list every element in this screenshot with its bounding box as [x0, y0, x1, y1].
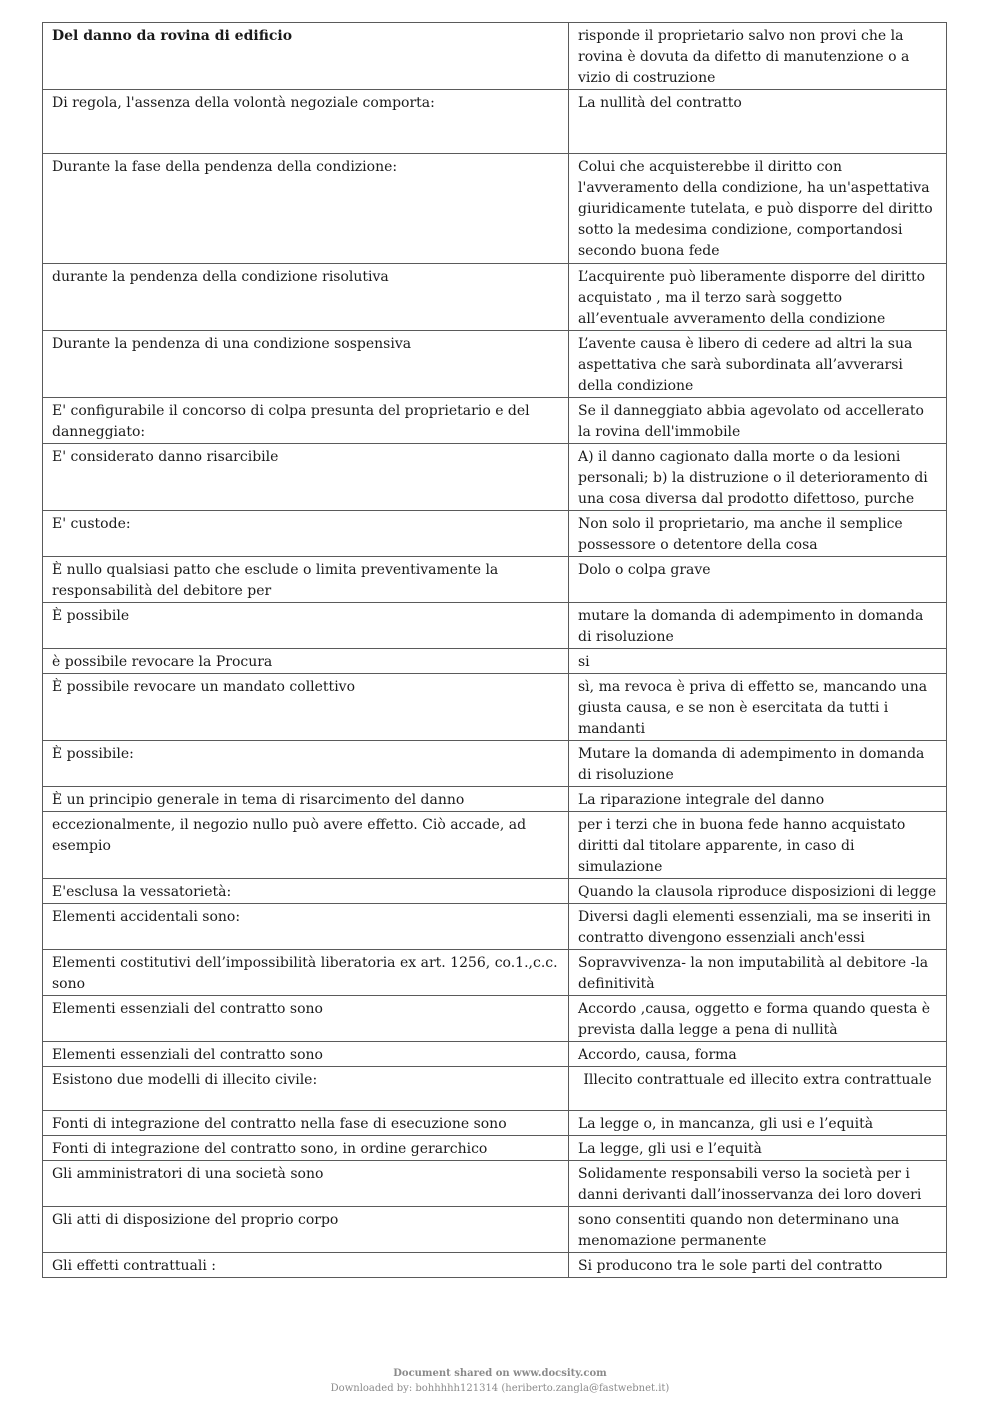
- answer-cell: Si producono tra le sole parti del contratto: [569, 1253, 947, 1278]
- question-cell: Gli effetti contrattuali :: [43, 1253, 569, 1278]
- table-row: [43, 904, 947, 950]
- table-row: [43, 649, 947, 674]
- table-row: [43, 1207, 947, 1253]
- table-row: [43, 812, 947, 879]
- table-row: [43, 90, 947, 154]
- answer-cell: per i terzi che in buona fede hanno acquistato diritti dal titolare apparente, in caso di simulazione: [569, 812, 947, 879]
- answer-cell: L’avente causa è libero di cedere ad altri la sua aspettativa che sarà subordinata all’avverarsi della condizione: [569, 331, 947, 398]
- answer-cell: Dolo o colpa grave: [569, 557, 947, 603]
- answer-cell: Non solo il proprietario, ma anche il semplice possessore o detentore della cosa: [569, 511, 947, 557]
- answer-cell: sono consentiti quando non determinano una menomazione permanente: [569, 1207, 947, 1253]
- answer-cell: Sopravvivenza- la non imputabilità al debitore -la definitività: [569, 950, 947, 996]
- question-cell: eccezionalmente, il negozio nullo può avere effetto. Ciò accade, ad esempio: [43, 812, 569, 879]
- table-row: [43, 264, 947, 331]
- table-row: [43, 950, 947, 996]
- answer-cell: sì, ma revoca è priva di effetto se, mancando una giusta causa, e se non è esercitata da tutti i mandanti: [569, 674, 947, 741]
- question-cell: Durante la fase della pendenza della condizione:: [43, 154, 569, 264]
- answer-cell: Diversi dagli elementi essenziali, ma se inseriti in contratto divengono essenziali anch'essi: [569, 904, 947, 950]
- table-row: [43, 787, 947, 812]
- footer-shared-note: Document shared on www.docsity.com: [393, 1368, 607, 1379]
- table-row: [43, 1136, 947, 1161]
- answer-cell: risponde il proprietario salvo non provi che la rovina è dovuta da difetto di manutenzione o a vizio di costruzione: [569, 23, 947, 90]
- question-cell: È possibile revocare un mandato collettivo: [43, 674, 569, 741]
- table-row: [43, 1111, 947, 1136]
- question-cell: Elementi essenziali del contratto sono: [43, 1042, 569, 1067]
- table-row: [43, 996, 947, 1042]
- question-cell: E' considerato danno risarcibile: [43, 444, 569, 511]
- answer-cell: Colui che acquisterebbe il diritto con l'avveramento della condizione, ha un'aspettativa giuridicamente tutelata, e può disporre del diritto sotto la medesima condizione, comportandosi secondo buona fede: [569, 154, 947, 264]
- question-cell: Elementi costitutivi dell’impossibilità liberatoria ex art. 1256, co.1.,c.c. sono: [43, 950, 569, 996]
- answer-cell: Accordo ,causa, oggetto e forma quando questa è prevista dalla legge a pena di nullità: [569, 996, 947, 1042]
- question-cell: Gli amministratori di una società sono: [43, 1161, 569, 1207]
- table-row: [43, 1161, 947, 1207]
- table-row: [43, 603, 947, 649]
- table-row: [43, 331, 947, 398]
- answer-cell: La legge o, in mancanza, gli usi e l’equità: [569, 1111, 947, 1136]
- question-cell: Elementi essenziali del contratto sono: [43, 996, 569, 1042]
- table-row: [43, 1042, 947, 1067]
- table-row: [43, 879, 947, 904]
- table-row: [43, 1253, 947, 1278]
- answer-cell: Accordo, causa, forma: [569, 1042, 947, 1067]
- answer-cell: La legge, gli usi e l’equità: [569, 1136, 947, 1161]
- table-row: [43, 154, 947, 264]
- question-cell: E' custode:: [43, 511, 569, 557]
- question-cell: Del danno da rovina di edificio: [43, 23, 569, 90]
- question-cell: Elementi accidentali sono:: [43, 904, 569, 950]
- table-row: [43, 741, 947, 787]
- table-row: [43, 557, 947, 603]
- answer-cell: Mutare la domanda di adempimento in domanda di risoluzione: [569, 741, 947, 787]
- question-cell: durante la pendenza della condizione risolutiva: [43, 264, 569, 331]
- question-cell: Di regola, l'assenza della volontà negoziale comporta:: [43, 90, 569, 154]
- answer-cell: Solidamente responsabili verso la società per i danni derivanti dall’inosservanza dei loro doveri: [569, 1161, 947, 1207]
- question-cell: Fonti di integrazione del contratto sono, in ordine gerarchico: [43, 1136, 569, 1161]
- question-cell: E'esclusa la vessatorietà:: [43, 879, 569, 904]
- answer-cell: mutare la domanda di adempimento in domanda di risoluzione: [569, 603, 947, 649]
- question-cell: È un principio generale in tema di risarcimento del danno: [43, 787, 569, 812]
- answer-cell: Quando la clausola riproduce disposizioni di legge: [569, 879, 947, 904]
- table-row: [43, 674, 947, 741]
- qa-table: [42, 22, 947, 1278]
- table-row: [43, 23, 947, 90]
- answer-cell: L’acquirente può liberamente disporre del diritto acquistato , ma il terzo sarà soggetto all’eventuale avveramento della condizione: [569, 264, 947, 331]
- table-row: [43, 1067, 947, 1111]
- table-row: [43, 511, 947, 557]
- table-row: [43, 444, 947, 511]
- question-cell: È possibile: [43, 603, 569, 649]
- answer-cell: Se il danneggiato abbia agevolato od accellerato la rovina dell'immobile: [569, 398, 947, 444]
- question-cell: Durante la pendenza di una condizione sospensiva: [43, 331, 569, 398]
- answer-cell: si: [569, 649, 947, 674]
- question-cell: E' configurabile il concorso di colpa presunta del proprietario e del danneggiato:: [43, 398, 569, 444]
- question-cell: è possibile revocare la Procura: [43, 649, 569, 674]
- question-cell: Esistono due modelli di illecito civile:: [43, 1067, 569, 1111]
- table-row: [43, 398, 947, 444]
- answer-cell: La riparazione integrale del danno: [569, 787, 947, 812]
- qa-table-body: [43, 23, 947, 1278]
- question-cell: Gli atti di disposizione del proprio corpo: [43, 1207, 569, 1253]
- footer-download-note: Downloaded by: bohhhhh121314 (heriberto.zangla@fastwebnet.it): [330, 1383, 670, 1394]
- answer-cell: A) il danno cagionato dalla morte o da lesioni personali; b) la distruzione o il deterioramento di una cosa diversa dal prodotto difettoso, purche: [569, 444, 947, 511]
- question-cell: È possibile:: [43, 741, 569, 787]
- question-cell: È nullo qualsiasi patto che esclude o limita preventivamente la responsabilità del debitore per: [43, 557, 569, 603]
- answer-cell: La nullità del contratto: [569, 90, 947, 154]
- question-cell: Fonti di integrazione del contratto nella fase di esecuzione sono: [43, 1111, 569, 1136]
- answer-cell: Illecito contrattuale ed illecito extra contrattuale: [569, 1067, 947, 1111]
